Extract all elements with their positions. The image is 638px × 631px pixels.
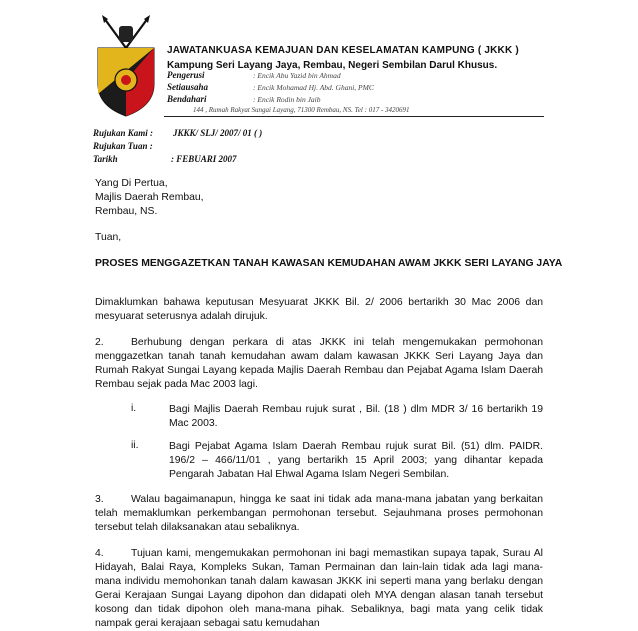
recipient-line-3: Rembau, NS. bbox=[95, 206, 158, 217]
paragraph-1: Dimaklumkan bahawa keputusan Mesyuarat JKKK Bil. 2/ 2006 bertarikh 30 Mac 2006 dan mesyuarat seterusnya adalah dirujuk. bbox=[95, 297, 543, 322]
organization-title: JAWATANKUASA KEMAJUAN DAN KESELAMATAN KAMPUNG ( JKKK ) bbox=[167, 45, 519, 56]
paragraph-2: Berhubung dengan perkara di atas JKKK ini telah mengemukakan permohonan menggazetkan tanah tanah kemudahan awam dalam kawasan JKKK Seri Layang Jaya dan Rumah Rakyat Sungai Layang kepada Majlis Daerah Rembau dan Pejabat Agama Islam Daerah Rembau sejak pada Mac 2003 lagi. bbox=[95, 337, 543, 390]
recipient-line-1: Yang Di Pertua, bbox=[95, 178, 168, 189]
reference-ours: Rujukan Kami : JKKK/ SLJ/ 2007/ 01 ( ) bbox=[93, 128, 263, 138]
item-i-text: Bagi Majlis Daerah Rembau rujuk surat , Bil. (18 ) dlm MDR 3/ 16 bertarikh 19 Mac 2003. bbox=[169, 404, 543, 429]
organization-address-line: Kampung Seri Layang Jaya, Rembau, Negeri Sembilan Darul Khusus. bbox=[167, 60, 498, 71]
paragraph-2-number: 2. bbox=[95, 337, 104, 348]
officer-secretary: Setiausaha : Encik Mohamad Hj. Abd. Ghani, PMC bbox=[167, 82, 374, 92]
item-ii-text: Bagi Pejabat Agama Islam Daerah Rembau rujuk surat Bil. (51) dlm. PAIDR. 196/2 – 466/11/01 , yang bertarikh 15 April 2003; yang dihantar kepada Pengarah Jabatan Hal Ehwal Agama Islam Negeri Sembilan. bbox=[169, 441, 543, 480]
officer-treasurer: Bendahari : Encik Rodin bin Jaib bbox=[167, 94, 321, 104]
paragraph-4: Tujuan kami, mengemukakan permohonan ini bagi memastikan supaya tapak, Surau Al Hidayah, Balai Raya, Kompleks Sukan, Taman Permainan dan lain-lain tidak ada lagi mana-mana individu memohonkan tanah dalam kawasan JKKK ini seperti mana yang berlaku dengan Gerai Kerajaan Sungai Layang dipohon dan didapati oleh MYA dengan alasan tanah tersebut kosong dan tidak dipohon oleh mana-mana pihak. Sebaliknya, bagi mata yang celik tidak nampak gerai kerajaan sebagai satu kemudahan bbox=[95, 548, 543, 629]
header-divider bbox=[164, 116, 544, 117]
paragraph-3: Walau bagaimanapun, hingga ke saat ini tidak ada mana-mana jabatan yang berkaitan telah memaklumkan perkembangan permohonan tersebut. Sejauhmana proses permohonan tersebut telah dilaksanakan atau sebaliknya. bbox=[95, 494, 543, 533]
reference-yours: Rujukan Tuan : bbox=[93, 141, 153, 151]
item-ii-number: ii. bbox=[131, 440, 139, 451]
salutation: Tuan, bbox=[95, 232, 122, 243]
item-i-number: i. bbox=[131, 403, 137, 414]
recipient-line-2: Majlis Daerah Rembau, bbox=[95, 192, 204, 203]
paragraph-3-number: 3. bbox=[95, 494, 104, 505]
jkkk-logo bbox=[92, 14, 160, 118]
officer-chairman: Pengerusi : Encik Abu Yazid bin Ahmad bbox=[167, 70, 341, 80]
paragraph-4-number: 4. bbox=[95, 548, 104, 559]
contact-address: 144 , Rumah Rakyat Sungai Layang, 71300 Rembau, NS. Tel : 017 - 3420691 bbox=[193, 106, 410, 114]
letter-subject: PROSES MENGGAZETKAN TANAH KAWASAN KEMUDAHAN AWAM JKKK SERI LAYANG JAYA bbox=[95, 258, 563, 269]
reference-date: Tarikh : FEBUARI 2007 bbox=[93, 154, 237, 164]
